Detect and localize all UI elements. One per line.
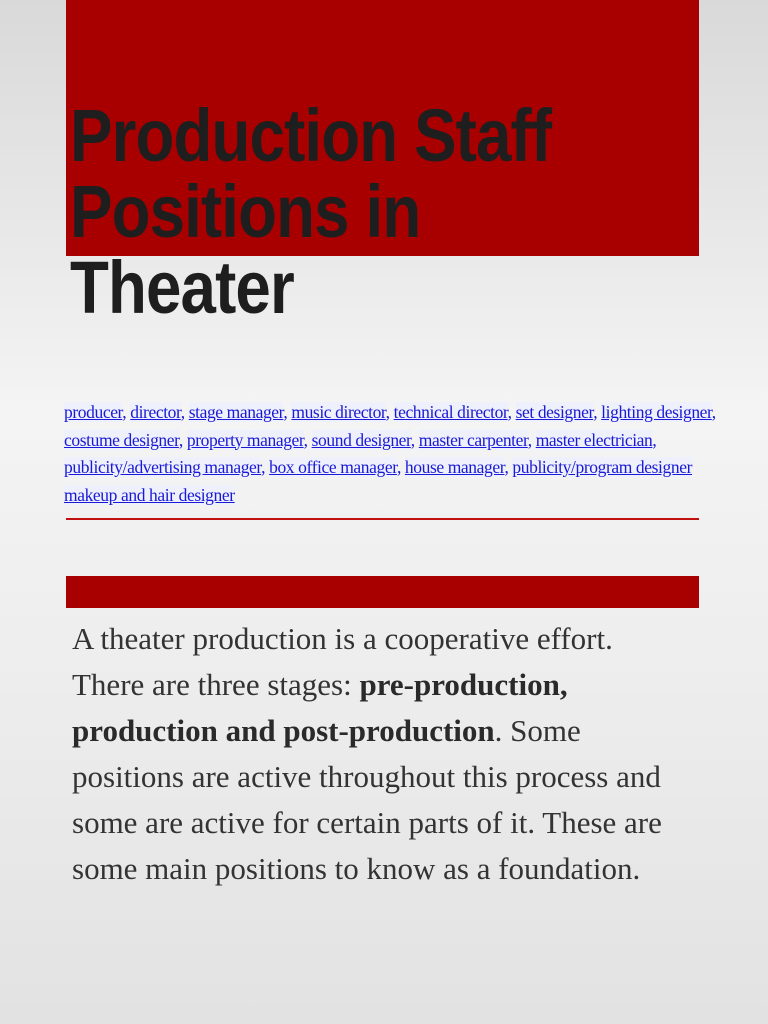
intro-text: A theater production is a cooperative effort. There are three stages:	[72, 621, 613, 702]
title-line: Positions in	[70, 170, 421, 253]
title-line: Theater	[70, 246, 294, 329]
stages-emphasis: pre-production, production and post-production	[72, 667, 568, 748]
position-link-publicity-program-designer[interactable]: publicity/program designer	[512, 457, 693, 477]
position-link-music-director[interactable]: music director	[291, 402, 386, 422]
positions-link-list: producer, director, stage manager, music director, technical director, set designer, lighting designer, costume designer, property manager, sound designer, master carpenter, master electrician, publicity/advertising manager, box office manager, house manager, publicity/program designer makeup and hair designer	[64, 402, 716, 505]
slide-title	[70, 94, 620, 329]
divider-band	[66, 576, 699, 608]
intro-text-continued: . Some positions are active throughout this process and some are active for certain parts of it. These are some main positions to know as a foundation.	[72, 713, 662, 886]
position-link-master-carpenter[interactable]: master carpenter	[418, 429, 528, 450]
position-link-master-electrician[interactable]: master electrician	[535, 429, 653, 450]
position-link-publicity-advertising-manager[interactable]: publicity/advertising manager	[64, 457, 262, 477]
intro-paragraph	[72, 616, 682, 892]
position-link-box-office-manager[interactable]: box office manager	[269, 457, 397, 477]
position-link-technical-director[interactable]: technical director	[393, 402, 508, 422]
position-link-set-designer[interactable]: set designer	[515, 402, 594, 422]
position-link-sound-designer[interactable]: sound designer	[311, 429, 411, 450]
position-link-lighting-designer[interactable]: lighting designer	[601, 402, 712, 422]
position-link-property-manager[interactable]: property manager	[186, 429, 304, 450]
position-link-producer[interactable]: producer	[64, 402, 123, 422]
position-link-costume-designer[interactable]: costume designer	[64, 429, 179, 450]
position-link-makeup-and-hair-designer[interactable]: makeup and hair designer	[64, 484, 235, 505]
position-link-stage-manager[interactable]: stage manager	[188, 402, 284, 422]
red-rule	[66, 518, 699, 520]
title-line: Production Staff	[70, 94, 552, 177]
position-link-house-manager[interactable]: house manager	[404, 457, 505, 477]
position-link-director[interactable]: director	[130, 402, 181, 422]
